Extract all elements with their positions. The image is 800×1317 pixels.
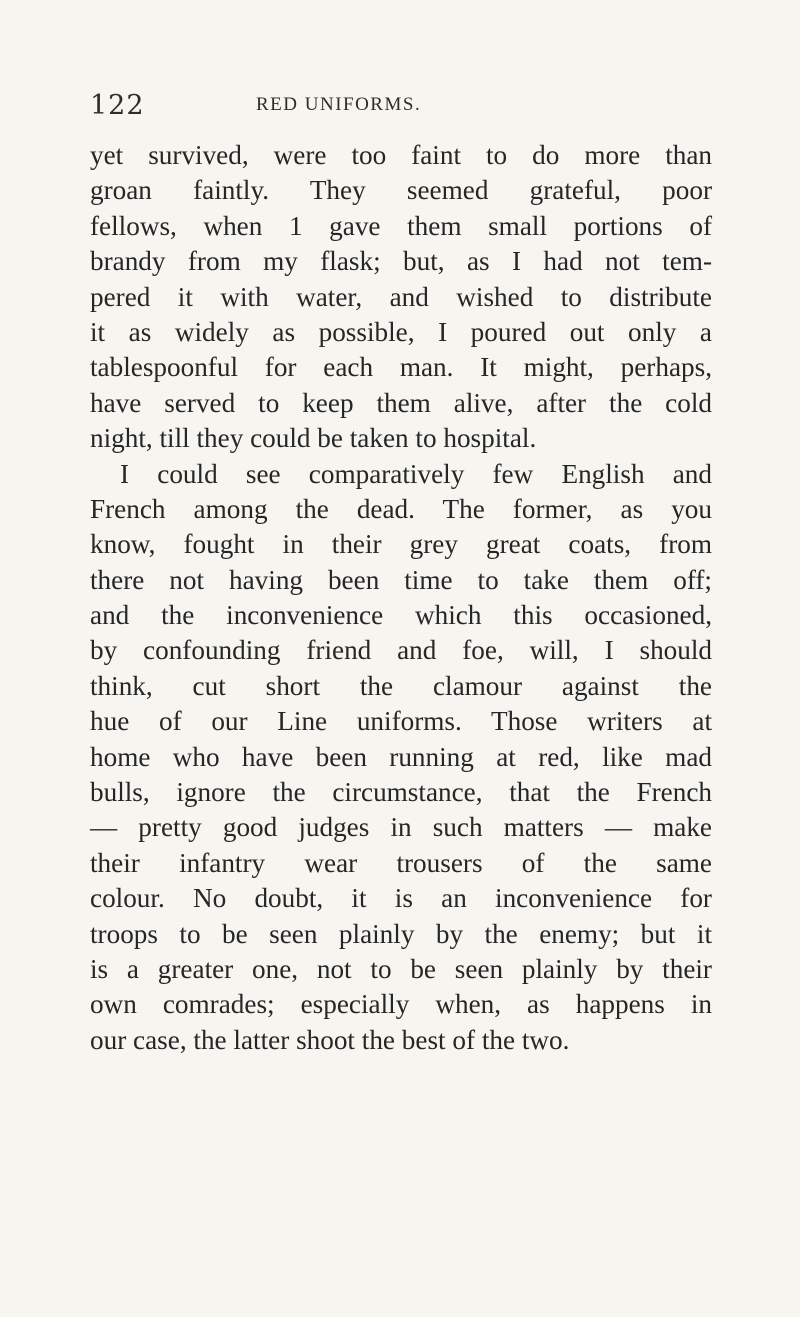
text-line: is a greater one, not to be seen plainly by their [90, 953, 712, 984]
text-line: French among the dead. The former, as you [90, 493, 712, 524]
text-line: think, cut short the clamour against the [90, 670, 712, 701]
text-line: know, fought in their grey great coats, from [90, 529, 712, 560]
text-line: home who have been running at red, like mad [90, 741, 712, 772]
text-line: bulls, ignore the circumstance, that the French [90, 777, 712, 808]
text-line: by confounding friend and foe, will, I should [90, 635, 712, 666]
text-line: their infantry wear trousers of the same [90, 847, 712, 878]
text-line: troops to be seen plainly by the enemy; but it [90, 918, 712, 949]
paragraph-start-line: I could see comparatively few English and [120, 458, 712, 489]
page-header [90, 90, 710, 126]
text-line: own comrades; especially when, as happens in [90, 989, 712, 1020]
text-line: pered it with water, and wished to distribute [90, 281, 712, 312]
text-line: — pretty good judges in such matters — make [90, 812, 712, 843]
text-line: fellows, when 1 gave them small portions of [90, 210, 712, 241]
text-line: colour. No doubt, it is an inconvenience for [90, 883, 712, 914]
text-line: yet survived, were too faint to do more than [90, 140, 712, 170]
body-text [90, 138, 712, 1058]
text-line: it as widely as possible, I poured out only a [90, 316, 712, 347]
text-line: night, till they could be taken to hospital. [90, 423, 537, 454]
text-line: our case, the latter shoot the best of the two. [90, 1024, 570, 1055]
text-line: have served to keep them alive, after the cold [90, 387, 712, 418]
page-number: 122 [90, 90, 145, 121]
text-line: tablespoonful for each man. It might, perhaps, [90, 352, 712, 383]
text-line: brandy from my flask; but, as I had not tem- [90, 246, 712, 277]
text-line: groan faintly. They seemed grateful, poor [90, 175, 712, 206]
text-line: and the inconvenience which this occasioned, [90, 600, 712, 631]
text-line: hue of our Line uniforms. Those writers at [90, 706, 712, 737]
text-line: there not having been time to take them off; [90, 564, 712, 595]
running-head: RED UNIFORMS. [256, 94, 422, 115]
